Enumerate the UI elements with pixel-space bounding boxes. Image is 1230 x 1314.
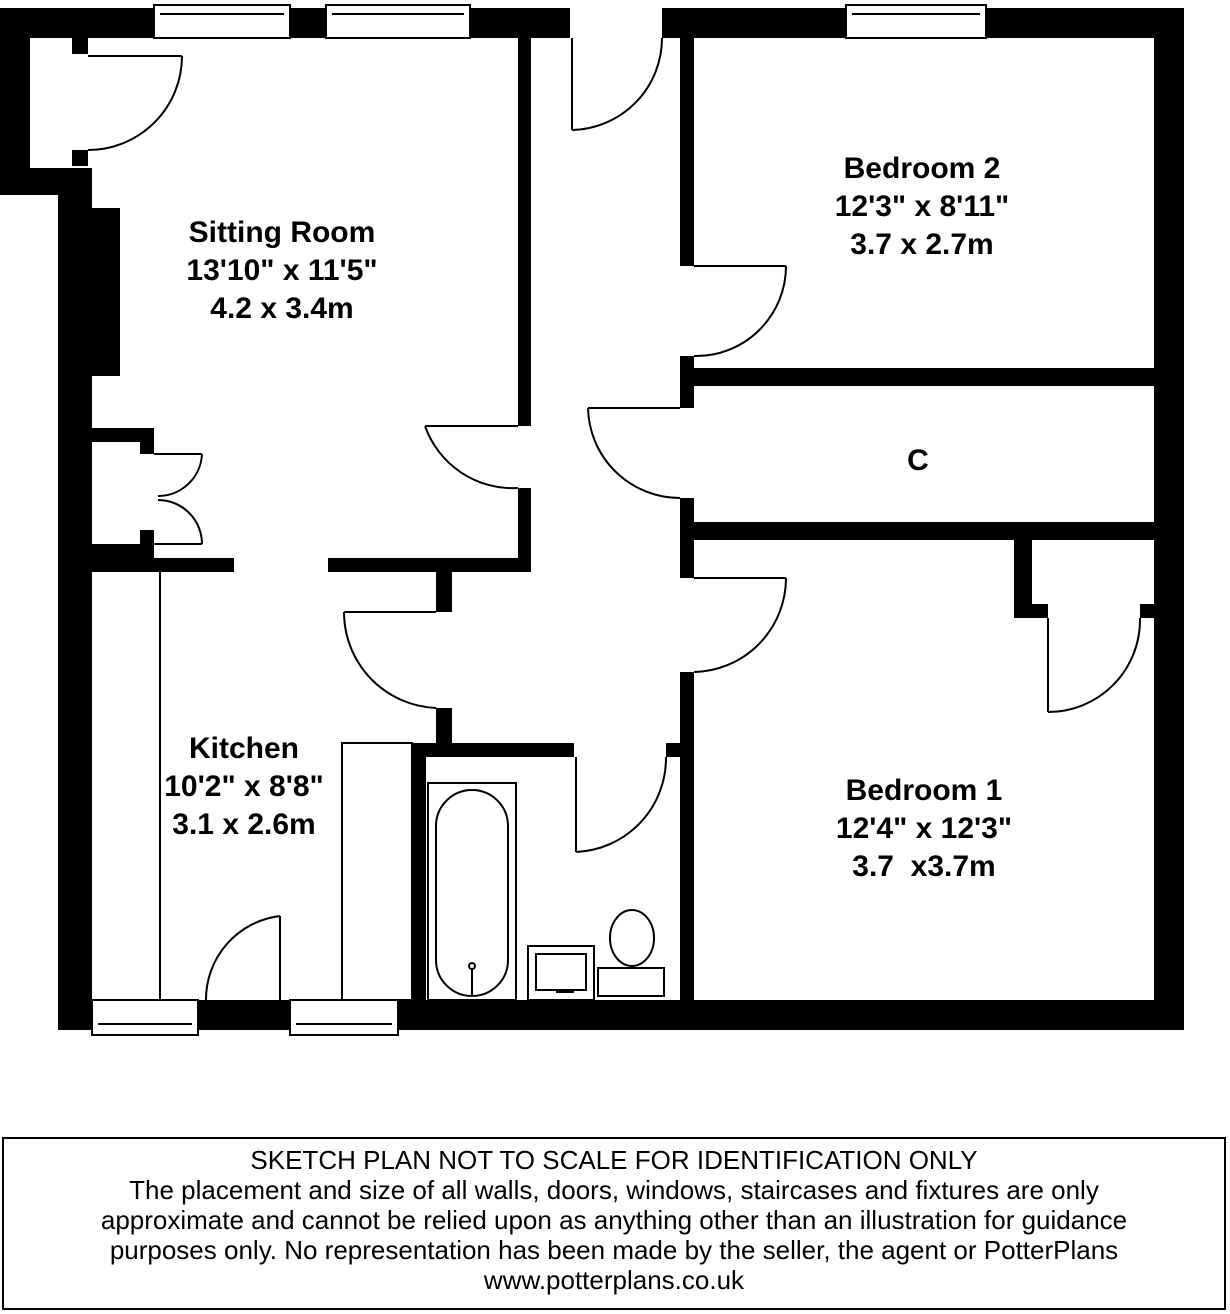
bedroom-1-metric: 3.7 x3.7m <box>852 850 996 883</box>
cupboard-label: C <box>907 444 929 477</box>
disclaimer-heading: SKETCH PLAN NOT TO SCALE FOR IDENTIFICATION ONLY <box>250 1145 978 1175</box>
disclaimer-box <box>2 1137 1226 1310</box>
bedroom-2-imperial: 12'3" x 8'11" <box>834 190 1010 223</box>
outer-walls <box>0 8 1184 1030</box>
sitting-room-imperial: 13'10" x 11'5" <box>186 254 378 287</box>
entrance-opening <box>570 6 662 38</box>
kitchen-imperial: 10'2" x 8'8" <box>164 770 324 803</box>
disclaimer-text-line: approximate and cannot be relied upon as anything other than an illustration for guidance <box>100 1205 1128 1235</box>
bedroom-2-label <box>835 152 1010 261</box>
sitting-room-name: Sitting Room <box>188 216 376 249</box>
website-url: www.potterplans.co.uk <box>483 1265 745 1295</box>
bathroom-fixtures <box>428 783 664 1000</box>
bedroom-2-metric: 3.7 x 2.7m <box>850 228 994 261</box>
kitchen-label <box>164 732 324 841</box>
bedroom-1-name: Bedroom 1 <box>845 774 1003 807</box>
bedroom-1-imperial: 12'4" x 12'3" <box>835 812 1013 845</box>
sitting-room-metric: 4.2 x 3.4m <box>210 292 354 325</box>
kitchen-name: Kitchen <box>188 732 300 765</box>
bedroom-1-label <box>836 774 1012 883</box>
kitchen-metric: 3.1 x 2.6m <box>172 808 316 841</box>
disclaimer-text-line: The placement and size of all walls, doors, windows, staircases and fixtures are only <box>129 1175 1099 1205</box>
sitting-room-label <box>186 216 377 325</box>
disclaimer-text-line: purposes only. No representation has been made by the seller, the agent or PotterPlans <box>109 1235 1119 1265</box>
bedroom-2-name: Bedroom 2 <box>843 152 1001 185</box>
